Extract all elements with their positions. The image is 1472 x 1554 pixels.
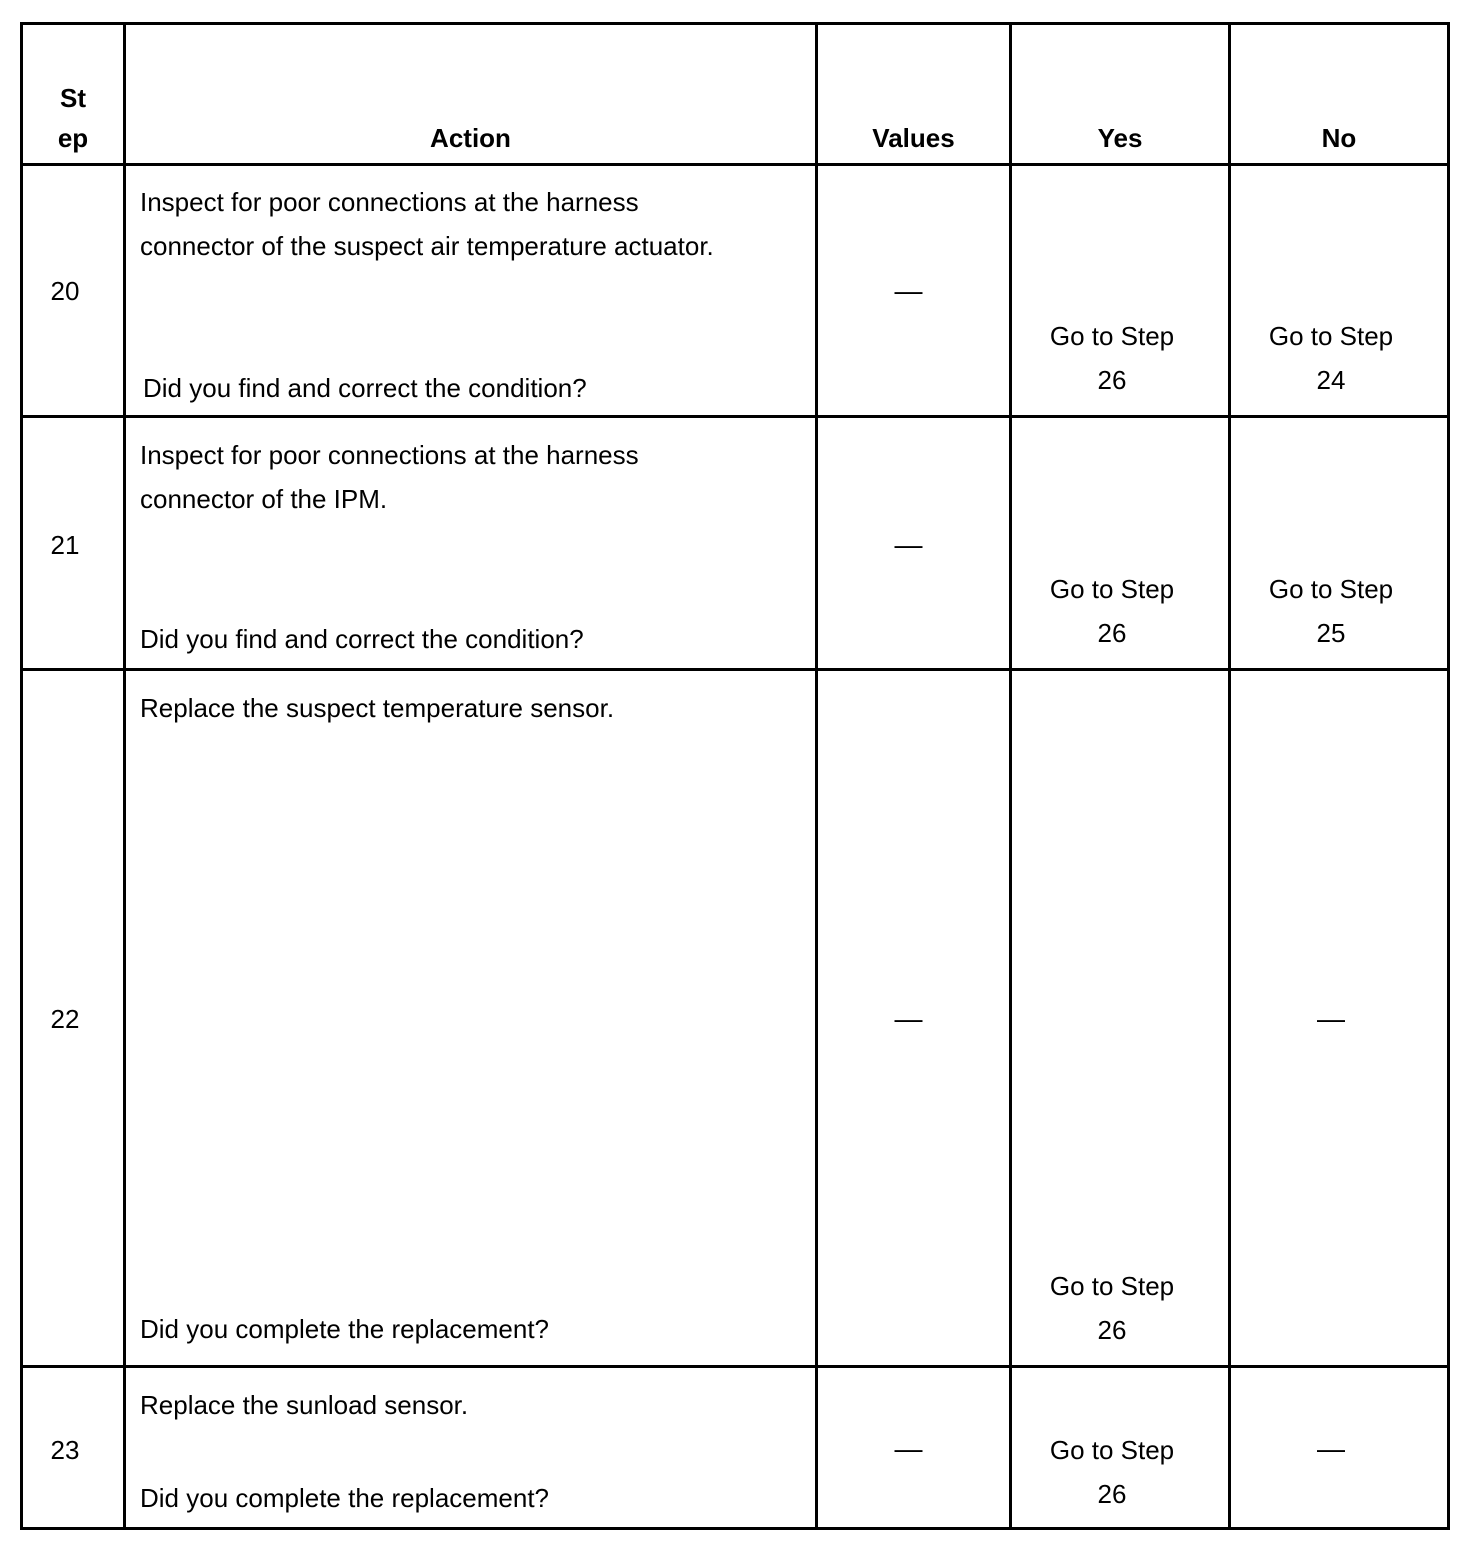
step-number: 23: [50, 1435, 80, 1465]
values-dash: —: [894, 529, 923, 560]
action-text: Replace the suspect temperature sensor.: [140, 693, 615, 723]
action-text: [140, 433, 639, 521]
action-line: connector of the suspect air temperature actuator.: [140, 231, 714, 261]
header-step-line1: St: [60, 83, 86, 113]
goto-label: Go to Step: [1049, 321, 1175, 351]
column-divider: [815, 25, 818, 1527]
column-divider: [123, 25, 126, 1527]
goto-step: 24: [1316, 365, 1346, 395]
action-question: Did you complete the replacement?: [140, 1483, 550, 1513]
no-dash: —: [1317, 1433, 1345, 1464]
goto-step: 26: [1097, 618, 1127, 648]
header-step: [23, 78, 123, 158]
diagnostic-table: [20, 22, 1450, 1530]
values-dash: —: [894, 1003, 923, 1034]
values-dash: —: [894, 1433, 923, 1464]
header-step-line2: ep: [57, 123, 89, 153]
goto-label: Go to Step: [1049, 1435, 1175, 1465]
values-dash: —: [894, 275, 923, 306]
action-line: Inspect for poor connections at the harness: [140, 440, 639, 470]
no-goto: [1231, 567, 1431, 655]
yes-goto: [1012, 1264, 1212, 1352]
yes-goto: [1012, 567, 1212, 655]
header-no: No: [1321, 123, 1357, 153]
row-divider: [23, 163, 1447, 166]
goto-step: 26: [1097, 365, 1127, 395]
goto-label: Go to Step: [1049, 574, 1175, 604]
column-divider: [1228, 25, 1231, 1527]
action-question: Did you complete the replacement?: [140, 1314, 550, 1344]
goto-step: 25: [1316, 618, 1346, 648]
row-divider: [23, 415, 1447, 418]
no-goto: [1231, 314, 1431, 402]
action-line: Inspect for poor connections at the harness: [140, 187, 639, 217]
goto-step: 26: [1097, 1479, 1127, 1509]
row-divider: [23, 1365, 1447, 1368]
goto-label: Go to Step: [1268, 321, 1394, 351]
step-number: 21: [50, 530, 80, 560]
yes-goto: [1012, 1428, 1212, 1516]
goto-label: Go to Step: [1049, 1271, 1175, 1301]
action-question: Did you find and correct the condition?: [143, 373, 587, 403]
row-divider: [23, 668, 1447, 671]
action-text: [140, 180, 714, 268]
step-number: 22: [50, 1004, 80, 1034]
step-number: 20: [50, 276, 80, 306]
header-action: Action: [430, 123, 511, 153]
goto-step: 26: [1097, 1315, 1127, 1345]
action-line: connector of the IPM.: [140, 484, 388, 514]
action-question: Did you find and correct the condition?: [140, 624, 584, 654]
header-values: Values: [872, 123, 955, 153]
header-yes: Yes: [1097, 123, 1143, 153]
yes-goto: [1012, 314, 1212, 402]
no-dash: —: [1317, 1003, 1345, 1034]
action-text: Replace the sunload sensor.: [140, 1390, 469, 1420]
goto-label: Go to Step: [1268, 574, 1394, 604]
